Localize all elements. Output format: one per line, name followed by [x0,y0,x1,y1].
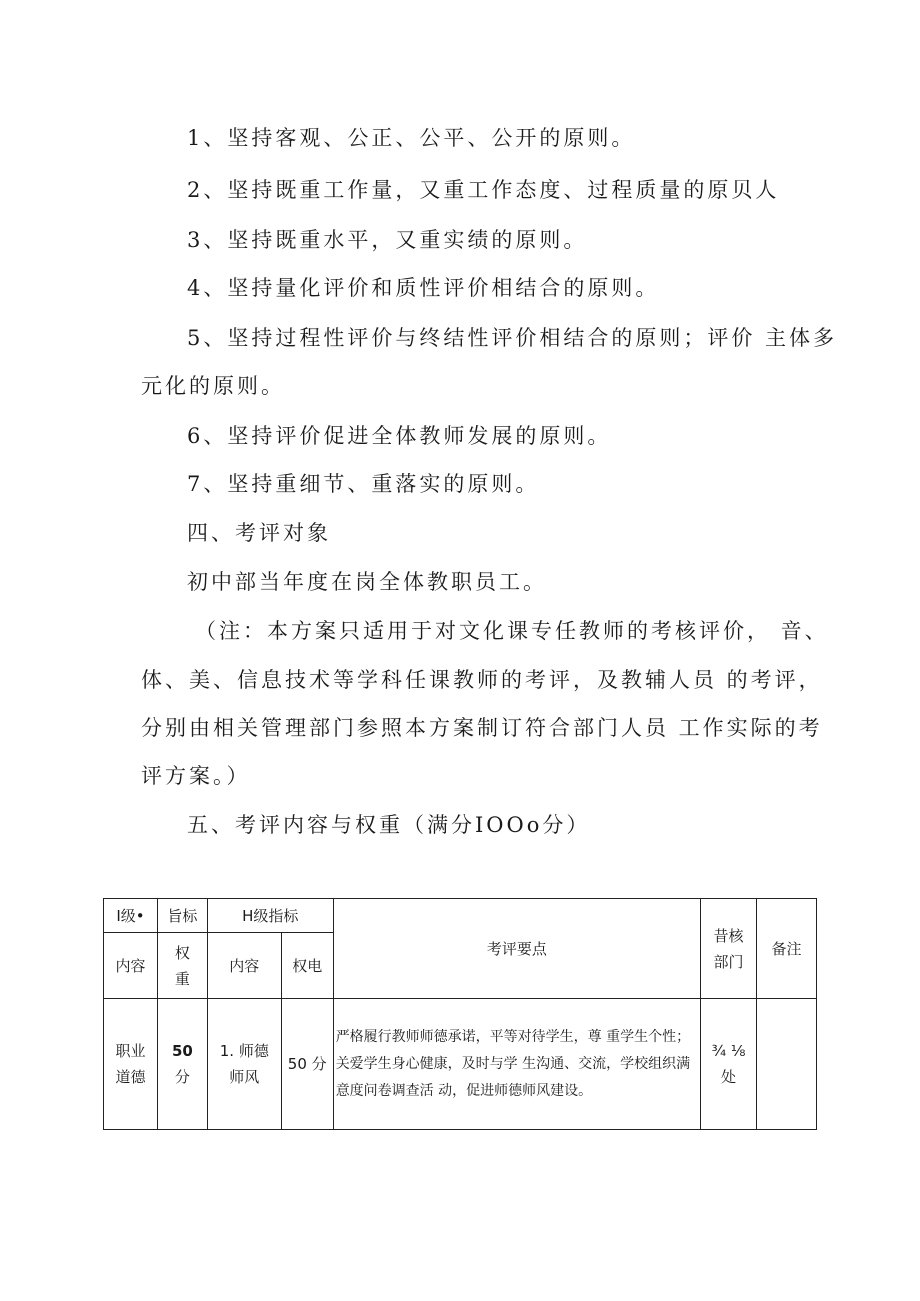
header-dept-line1: 昔核 [713,926,744,945]
section-4-body: 初中部当年度在岗全体教职员工。 [187,570,547,594]
principle-6: 6、坚持评价促进全体教师发展的原则。 [187,424,612,448]
row-weight-value: 50 [171,1042,193,1060]
row-remark [757,999,817,1130]
note-line1: （注：本方案只适用于对文化课专任教师的考核评价， 音、 [195,619,829,643]
row-item [207,999,281,1130]
principle-5-line2: 元化的原则。 [141,374,285,398]
row-content [104,999,158,1130]
principle-7: 7、坚持重细节、重落实的原则。 [187,472,540,496]
header-weight [157,933,207,999]
row-dept-line1: ¾ ⅛ [711,1042,746,1060]
principle-4: 4、坚持量化评价和质性评价相结合的原则。 [187,276,660,300]
row-dept-line2: 处 [721,1068,737,1086]
header-weight-a: 权 [174,943,190,962]
evaluation-table [103,898,817,1130]
header-level1-a: I级• [104,899,158,933]
row-dept [701,999,757,1130]
section-4-heading: 四、考评对象 [187,521,331,545]
note-line4: 评方案。） [141,764,251,788]
row-item-line1: 1. 师德 [219,1042,269,1060]
header-weight-b: 重 [174,969,190,988]
row-points: 严格履行教师师德承诺，平等对待学生，尊 重学生个性；关爱学生身心健康，及时与学 生沟通、交流，学校组织满意度问卷调查活 动，促进师德师风建设。 [333,999,700,1130]
row-weight2: 50 分 [281,999,333,1130]
header-weight2: 权电 [281,933,333,999]
row-item-line2: 师风 [229,1068,260,1086]
header-content: 内容 [104,933,158,999]
row-weight-unit: 分 [174,1068,190,1086]
header-level2: H级指标 [207,899,333,933]
note-line2: 体、美、信息技术等学科任课教师的考评，及教辅人员 的考评， [141,668,823,692]
header-content2: 内容 [207,933,281,999]
section-5-heading: 五、考评内容与权重（满分IOOo分） [187,813,591,837]
row-content-line2: 道德 [115,1068,146,1086]
row-content-line1: 职业 [115,1042,146,1060]
header-points: 考评要点 [333,899,700,999]
principle-1: 1、坚持客观、公正、公平、公开的原则。 [187,126,636,150]
principle-3: 3、坚持既重水平，又重实绩的原则。 [187,228,588,252]
header-level1-b: 旨标 [157,899,207,933]
principle-2: 2、坚持既重工作量，又重工作态度、过程质量的原贝人 [187,178,780,202]
header-remark: 备注 [757,899,817,999]
principle-5-line1: 5、坚持过程性评价与终结性评价相结合的原则；评价 主体多 [187,326,838,350]
header-dept [701,899,757,999]
row-weight [157,999,207,1130]
note-line3: 分别由相关管理部门参照本方案制订符合部门人员 工作实际的考 [141,716,823,740]
header-dept-line2: 部门 [713,952,744,971]
